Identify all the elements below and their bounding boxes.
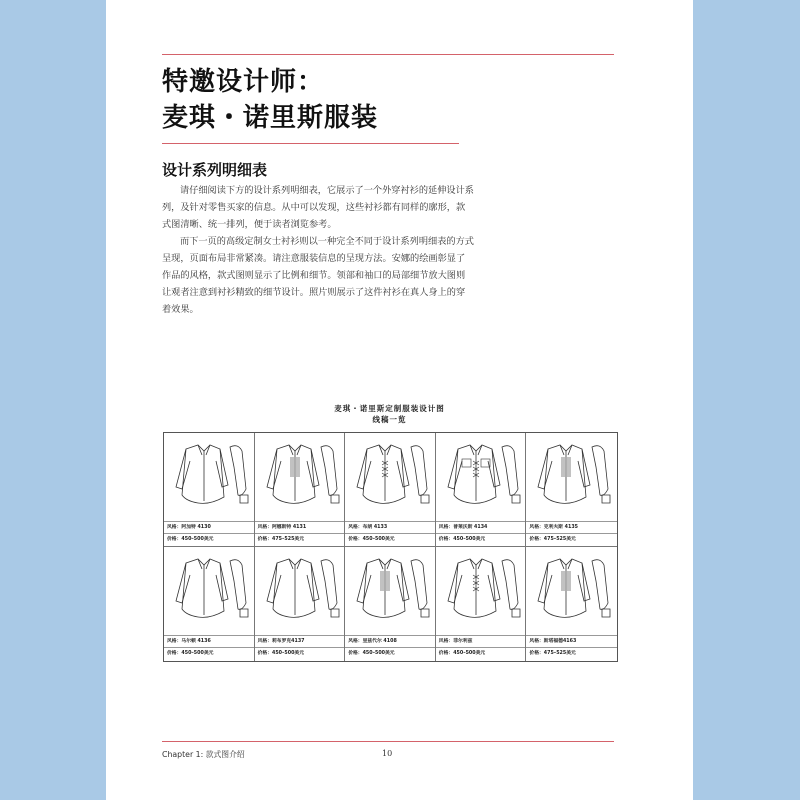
garment-price: 价格：450–500美元 — [345, 533, 435, 545]
garment-price: 价格：450–500美元 — [436, 533, 526, 545]
garment-price: 价格：475–525美元 — [255, 533, 345, 545]
garment-style: 风格：阿加特 4130 — [164, 521, 254, 533]
garment-style: 风格：斯塔福德4163 — [526, 635, 617, 647]
garment-cell — [164, 547, 255, 661]
shirt-sketch-icon — [440, 551, 523, 631]
garment-price: 价格：475–525美元 — [526, 647, 617, 659]
garment-style: 风格：阿娜斯特 4131 — [255, 521, 345, 533]
garment-price: 价格：450–500美元 — [164, 647, 254, 659]
garment-cell — [526, 433, 617, 547]
bottom-rule — [162, 741, 614, 742]
garment-cell — [436, 547, 527, 661]
garment-price: 价格：450–500美元 — [255, 647, 345, 659]
shirt-sketch-icon — [259, 551, 342, 631]
section-heading: 设计系列明细表 — [162, 161, 268, 179]
garment-price: 价格：450–500美元 — [436, 647, 526, 659]
garment-cell — [164, 433, 255, 547]
shirt-sketch-icon — [349, 437, 432, 517]
body-text — [162, 182, 474, 318]
garment-style: 风格：菲尔利兹 — [436, 635, 526, 647]
garment-cell — [345, 547, 436, 661]
title-line-1: 特邀设计师： — [162, 67, 325, 97]
top-rule — [162, 54, 614, 55]
shirt-sketch-icon — [530, 437, 613, 517]
garment-style: 风格：克利夫斯 4135 — [526, 521, 617, 533]
garment-style: 风格：布朗 4133 — [345, 521, 435, 533]
shirt-sketch-icon — [259, 437, 342, 517]
figure-caption-2: 线稿一览 — [372, 415, 407, 424]
garment-style: 风格：里兹代尔 4108 — [345, 635, 435, 647]
shirt-sketch-icon — [168, 437, 251, 517]
title-line-2: 麦琪・诺里斯服装 — [162, 103, 379, 133]
garment-price: 价格：475–525美元 — [526, 533, 617, 545]
garment-cell — [255, 547, 346, 661]
paragraph-1: 请仔细阅读下方的设计系列明细表，它展示了一个外穿衬衫的延伸设计系列，及针对零售买家的信息。从中可以发现，这些衬衫都有同样的廓形，款式图清晰、统一排列，便于读者浏览参考。 — [162, 185, 474, 230]
garment-cell — [526, 547, 617, 661]
garment-price: 价格：450–500美元 — [345, 647, 435, 659]
garment-style: 风格：普莱沃斯 4134 — [436, 521, 526, 533]
page-title — [162, 64, 378, 136]
shirt-sketch-icon — [349, 551, 432, 631]
shirt-sketch-icon — [168, 551, 251, 631]
garment-grid — [163, 432, 618, 662]
title-rule — [162, 143, 459, 144]
garment-cell — [436, 433, 527, 547]
shirt-sketch-icon — [440, 437, 523, 517]
garment-cell — [255, 433, 346, 547]
footer-chapter: Chapter 1: 款式图介绍 — [162, 750, 245, 759]
garment-style: 风格：莉布罗克4137 — [255, 635, 345, 647]
book-page — [106, 0, 693, 800]
shirt-sketch-icon — [530, 551, 613, 631]
figure-caption-1: 麦琪・诺里斯定制服装设计图 — [334, 404, 445, 413]
garment-style: 风格：马尔顿 4136 — [164, 635, 254, 647]
garment-price: 价格：450–500美元 — [164, 533, 254, 545]
garment-cell — [345, 433, 436, 547]
paragraph-2: 而下一页的高级定制女士衬衫则以一种完全不同于设计系列明细表的方式呈现，页面布局非常紧凑。请注意服装信息的呈现方法。安娜的绘画彰显了作品的风格，款式图则显示了比例和细节。领部和袖口的局部细节放大图则让观者注意到衬衫精致的细节设计。照片则展示了这件衬衫在真人身上的穿着效果。 — [162, 236, 474, 315]
page-number: 10 — [382, 749, 393, 758]
